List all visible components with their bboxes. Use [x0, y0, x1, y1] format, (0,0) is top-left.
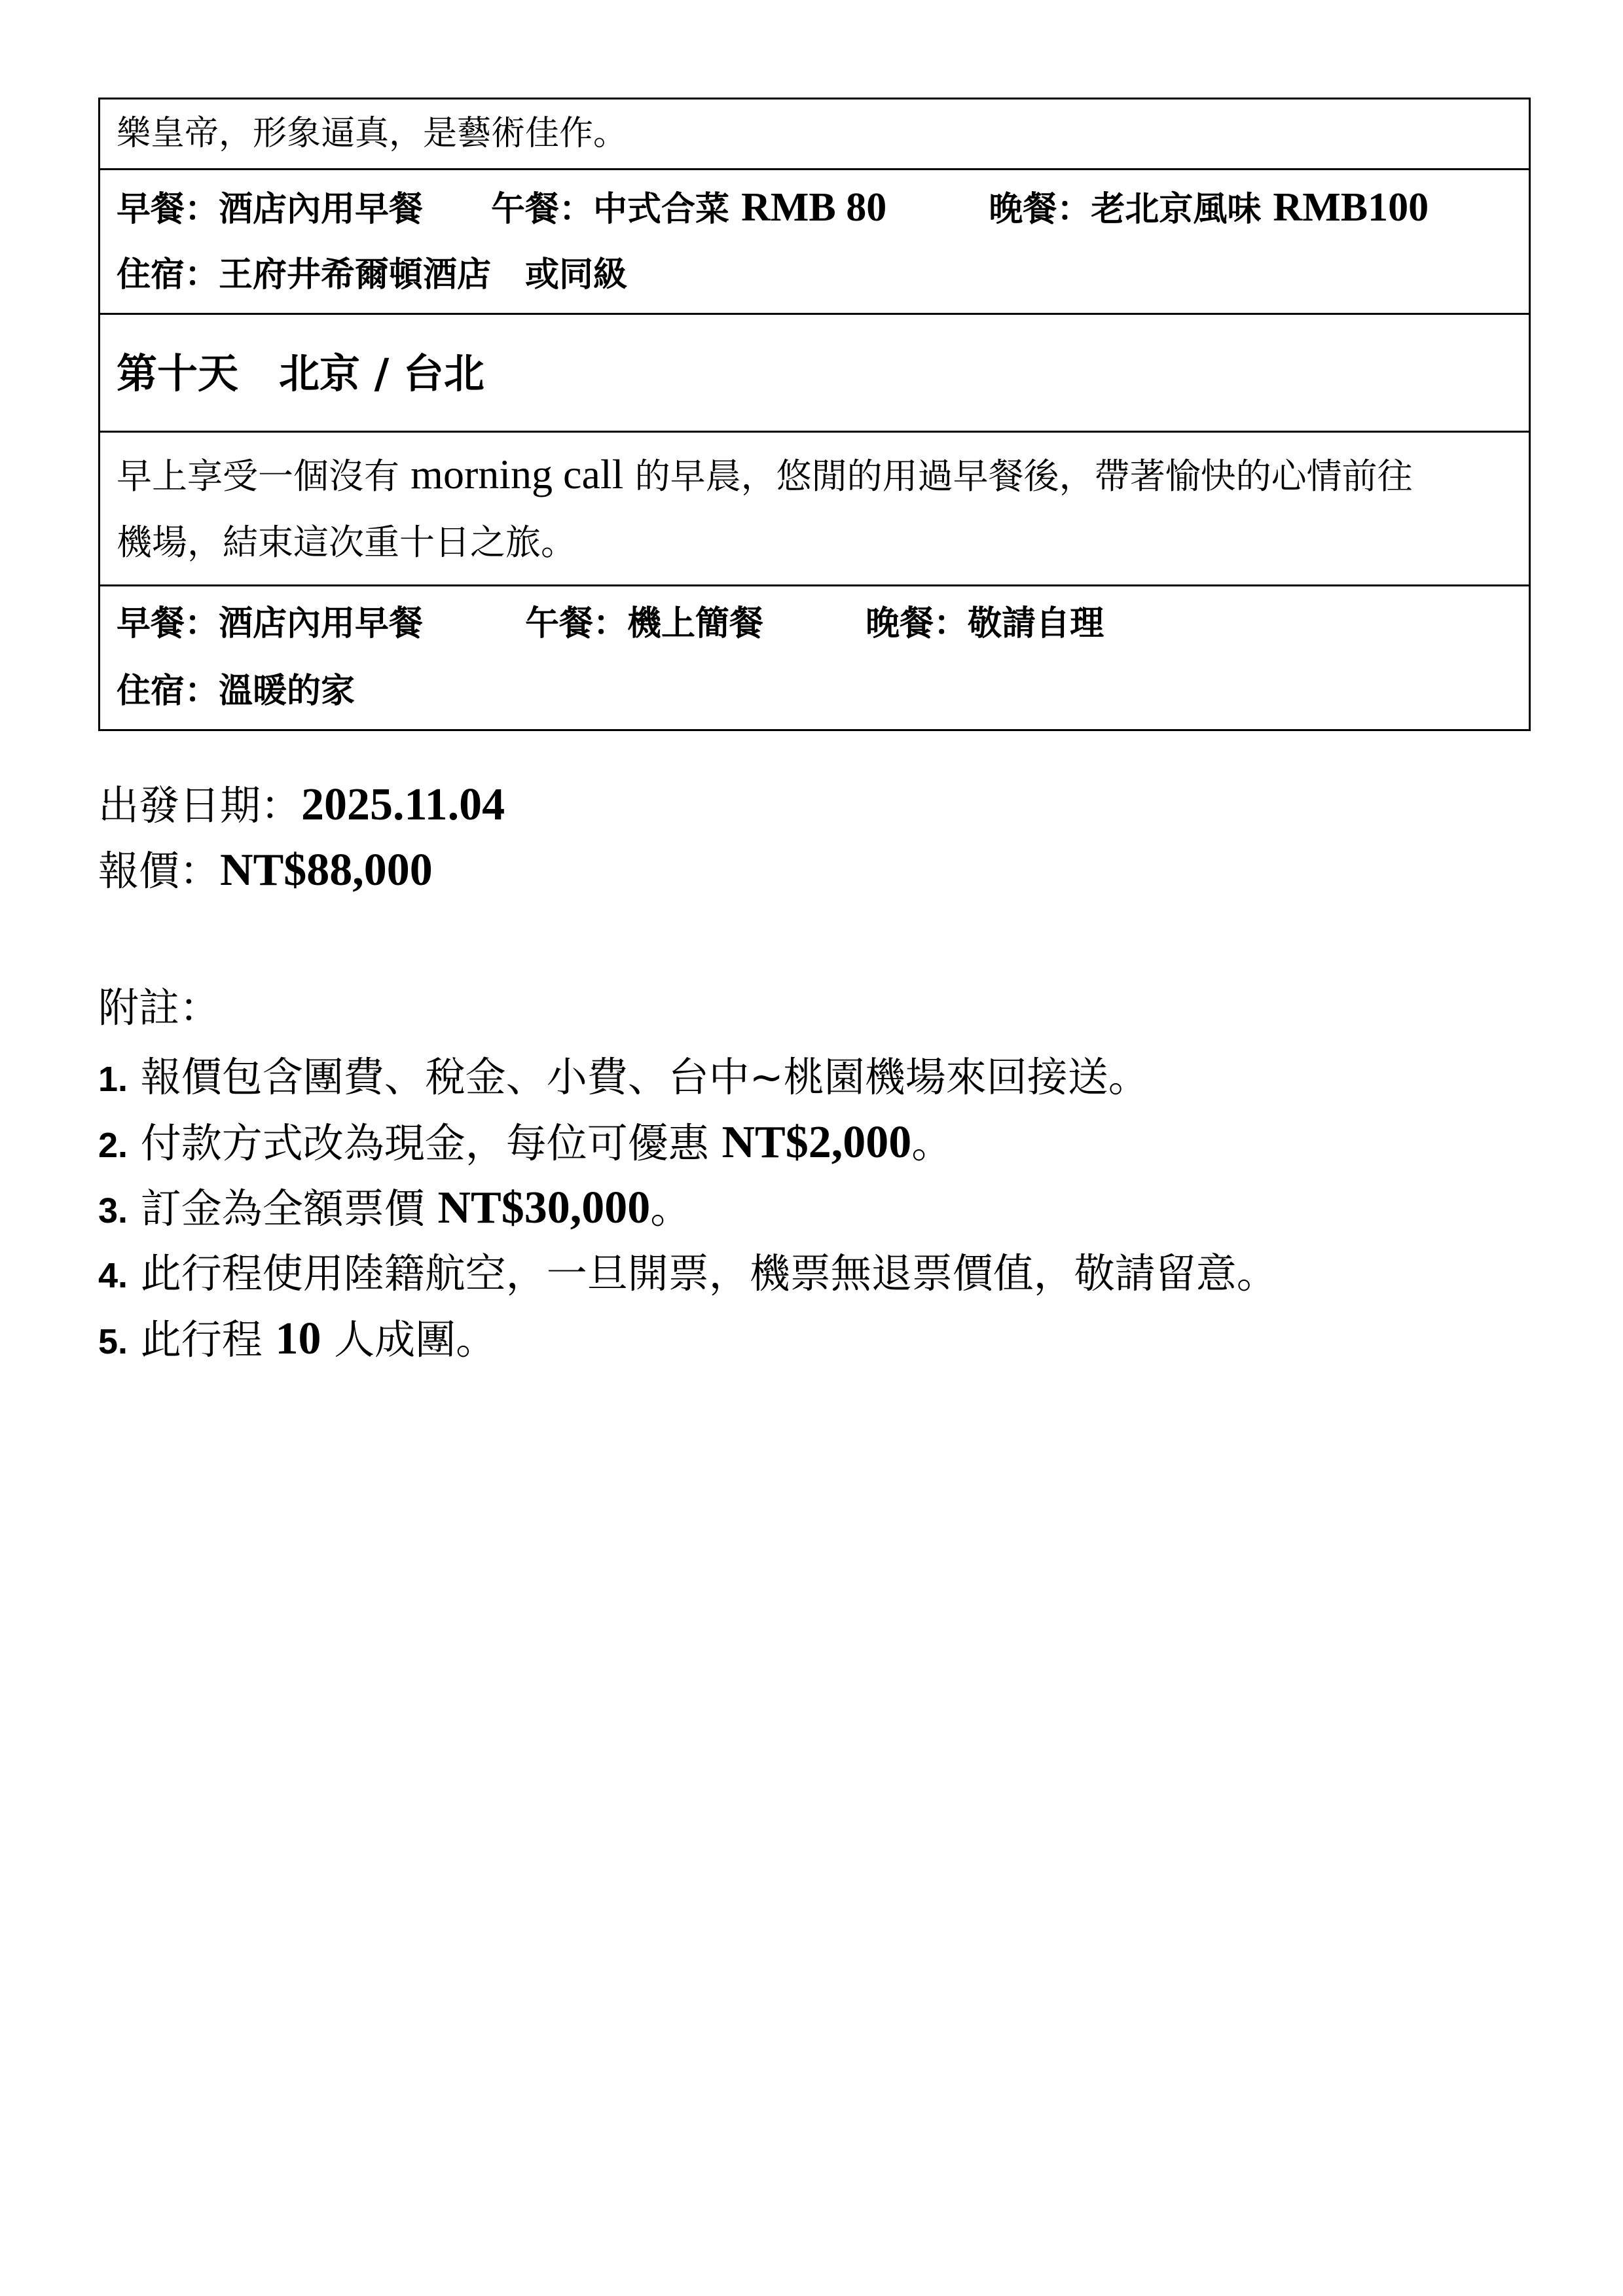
note-text: 報價包含團費、稅金、小費、台中~桃園機場來回接送。: [128, 1053, 1149, 1101]
note-text: 訂金為全額票價: [128, 1185, 438, 1232]
trip-summary: [98, 772, 1531, 903]
day10-description-line-1: [117, 440, 1529, 509]
note-item-5: [98, 1306, 1531, 1372]
day9-lodging: 住宿：王府井希爾頓酒店 或同級: [117, 255, 628, 295]
note-number: 2.: [98, 1126, 128, 1165]
note-item-4: [98, 1241, 1531, 1306]
note-number: 3.: [98, 1191, 128, 1230]
note-number: 1.: [98, 1060, 128, 1099]
day10-lunch: 午餐：機上簡餐: [525, 604, 764, 643]
note-item-2: [98, 1110, 1531, 1175]
day10-desc-part-b: morning call: [410, 451, 624, 497]
day10-desc-part-c: 的早晨，悠閒的用過早餐後，帶著愉快的心情前往: [623, 456, 1413, 497]
note-text: 此行程: [128, 1316, 276, 1363]
departure-date: 2025.11.04: [301, 780, 505, 830]
day9-meals-line: [117, 174, 1529, 242]
price-label: 報價：: [98, 847, 221, 895]
note-item-3: [98, 1175, 1531, 1241]
price-line: [98, 838, 1531, 903]
day9-description-text: 樂皇帝，形象逼真，是藝術佳作。: [117, 114, 628, 153]
note-text: 此行程使用陸籍航空，一旦開票，機票無退票價值，敬請留意。: [128, 1249, 1277, 1297]
note-text: 付款方式改為現金，每位可優惠: [128, 1119, 722, 1167]
day10-breakfast: 早餐：酒店內用早餐: [117, 604, 424, 643]
day10-description-line-2: 機場，結束這次重十日之旅。: [117, 522, 576, 563]
day9-dinner: 晚餐：老北京風味: [989, 190, 1273, 229]
day10-lodging: 住宿：溫暖的家: [117, 672, 356, 711]
note-text-end: 人成團。: [321, 1316, 497, 1363]
day10-title: 第十天 北京 / 台北: [100, 313, 1529, 431]
note-text-end: 。: [911, 1119, 953, 1167]
day9-dinner-price: RMB100: [1273, 185, 1429, 230]
notes-section: [98, 975, 1531, 1372]
day10-meals-line: [117, 590, 1529, 658]
note-amount: NT$30,000: [437, 1183, 651, 1233]
itinerary-table: [98, 98, 1531, 731]
note-amount: NT$2,000: [721, 1117, 912, 1168]
note-number: 4.: [98, 1256, 128, 1295]
notes-heading: 附註：: [98, 984, 221, 1031]
note-item-1: [98, 1045, 1531, 1110]
day9-lunch: 午餐：中式合菜: [491, 190, 742, 229]
day9-breakfast: 早餐：酒店內用早餐: [117, 190, 424, 229]
day9-meals-row: [100, 168, 1529, 313]
day9-description-tail: [100, 99, 1529, 168]
note-amount: 10: [275, 1314, 321, 1364]
departure-date-line: [98, 772, 1531, 838]
departure-label: 出發日期：: [98, 781, 302, 829]
day10-meals-row: [100, 584, 1529, 729]
day10-dinner: 晚餐：敬請自理: [866, 604, 1104, 643]
day9-lunch-price: RMB 80: [741, 185, 887, 230]
price-value: NT$88,000: [220, 845, 433, 895]
note-text-end: 。: [650, 1185, 691, 1232]
day10-description: [100, 431, 1529, 584]
note-number: 5.: [98, 1322, 128, 1361]
day10-desc-part-a: 早上享受一個沒有: [117, 456, 411, 497]
